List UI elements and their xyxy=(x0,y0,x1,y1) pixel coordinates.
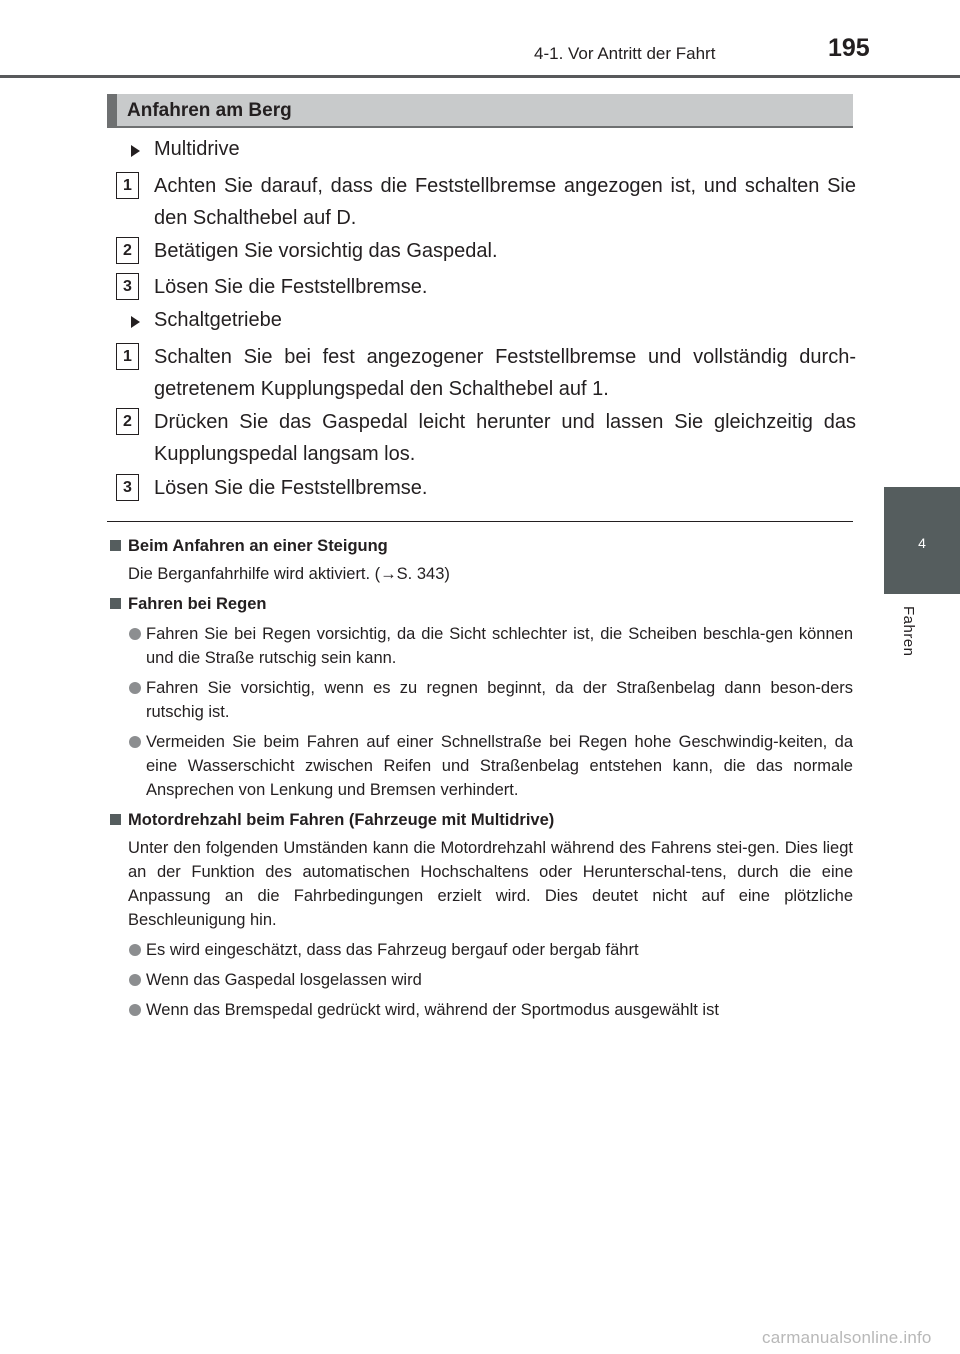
chapter-number: 4 xyxy=(918,535,926,551)
circle-bullet-icon xyxy=(129,944,141,956)
step-text: Schalten Sie bei fest angezogener Feststellbremse und vollständig durch-getretenem Kupplungspedal den Schalthebel auf 1. xyxy=(154,346,856,400)
circle-bullet-icon xyxy=(129,682,141,694)
note-bullet xyxy=(107,938,853,962)
note-bullet xyxy=(107,676,853,724)
section-title-bar xyxy=(107,94,853,128)
step-number-badge: 1 xyxy=(116,172,139,199)
note-bullet-text: Fahren Sie vorsichtig, wenn es zu regnen beginnt, da der Straßenbelag dann beson-ders rutschig ist. xyxy=(146,679,853,721)
note-heading xyxy=(107,534,853,558)
square-bullet-icon xyxy=(110,540,121,551)
circle-bullet-icon xyxy=(129,628,141,640)
procedure-heading-text: Multidrive xyxy=(154,138,240,160)
circle-bullet-icon xyxy=(129,974,141,986)
procedure-heading-text: Schaltgetriebe xyxy=(154,309,282,331)
header-rule xyxy=(0,75,960,78)
note-heading-text: Beim Anfahren an einer Steigung xyxy=(128,537,388,555)
note-bullet xyxy=(107,730,853,802)
step-text: Drücken Sie das Gaspedal leicht herunter und lassen Sie gleichzeitig das Kupplungspedal langsam los. xyxy=(154,411,856,465)
header-section-title: 4-1. Vor Antritt der Fahrt xyxy=(534,44,716,63)
note-heading xyxy=(107,808,853,832)
note-heading xyxy=(107,592,853,616)
note-bullet-text: Wenn das Gaspedal losgelassen wird xyxy=(146,971,422,989)
note-bullet-text: Es wird eingeschätzt, dass das Fahrzeug bergauf oder bergab fährt xyxy=(146,941,639,959)
note-bullet-text: Vermeiden Sie beim Fahren auf einer Schnellstraße bei Regen hohe Geschwindig-keiten, da eine Wasserschicht zwischen Reifen und Straßenbelag entstehen kann, die das normale Ansprechen von Lenkung und Bremsen verhindert. xyxy=(146,733,853,799)
square-bullet-icon xyxy=(110,598,121,609)
circle-bullet-icon xyxy=(129,1004,141,1016)
step-number-badge: 3 xyxy=(116,273,139,300)
triangle-bullet-icon xyxy=(131,316,140,328)
triangle-bullet-icon xyxy=(131,145,140,157)
note-bullet xyxy=(107,622,853,670)
chapter-label xyxy=(900,606,928,676)
step-number-badge: 2 xyxy=(116,408,139,435)
section-title: Anfahren am Berg xyxy=(127,100,292,121)
square-bullet-icon xyxy=(110,814,121,825)
step-number-badge: 2 xyxy=(116,237,139,264)
note-bullet-text: Wenn das Bremspedal gedrückt wird, während der Sportmodus ausgewählt ist xyxy=(146,1001,719,1019)
step-text: Lösen Sie die Feststellbremse. xyxy=(154,276,428,298)
step-number-badge: 1 xyxy=(116,343,139,370)
notes-divider xyxy=(107,521,853,522)
note-paragraph: Unter den folgenden Umständen kann die Motordrehzahl während des Fahrens stei-gen. Dies liegt an der Funktion des automatischen Hochschaltens oder Herunterschal-tens, durch die eine Anpassung an die Fahrbedingungen erzielt wird. Dies deutet nicht auf eine plötzliche Beschleunigung hin. xyxy=(128,839,853,929)
step-number-badge: 3 xyxy=(116,474,139,501)
page-number: 195 xyxy=(828,34,870,62)
note-bullet-text: Fahren Sie bei Regen vorsichtig, da die Sicht schlechter ist, die Scheiben beschla-gen können und die Straße rutschig sein kann. xyxy=(146,625,853,667)
step-text: Betätigen Sie vorsichtig das Gaspedal. xyxy=(154,240,498,262)
chapter-label-text: Fahren xyxy=(900,606,917,657)
note-paragraph: Die Berganfahrhilfe wird aktiviert. (→S. 343) xyxy=(128,565,450,583)
note-heading-text: Fahren bei Regen xyxy=(128,595,267,613)
step-text: Lösen Sie die Feststellbremse. xyxy=(154,477,428,499)
step-text: Achten Sie darauf, dass die Feststellbremse angezogen ist, und schalten Sie den Schalthebel auf D. xyxy=(154,175,856,229)
circle-bullet-icon xyxy=(129,736,141,748)
note-bullet xyxy=(107,998,853,1022)
watermark: carmanualsonline.info xyxy=(762,1328,932,1347)
note-bullet xyxy=(107,968,853,992)
notes-section xyxy=(107,534,853,1022)
section-title-accent xyxy=(107,94,117,126)
chapter-tab xyxy=(884,487,960,594)
note-heading-text: Motordrehzahl beim Fahren (Fahrzeuge mit Multidrive) xyxy=(128,811,555,829)
